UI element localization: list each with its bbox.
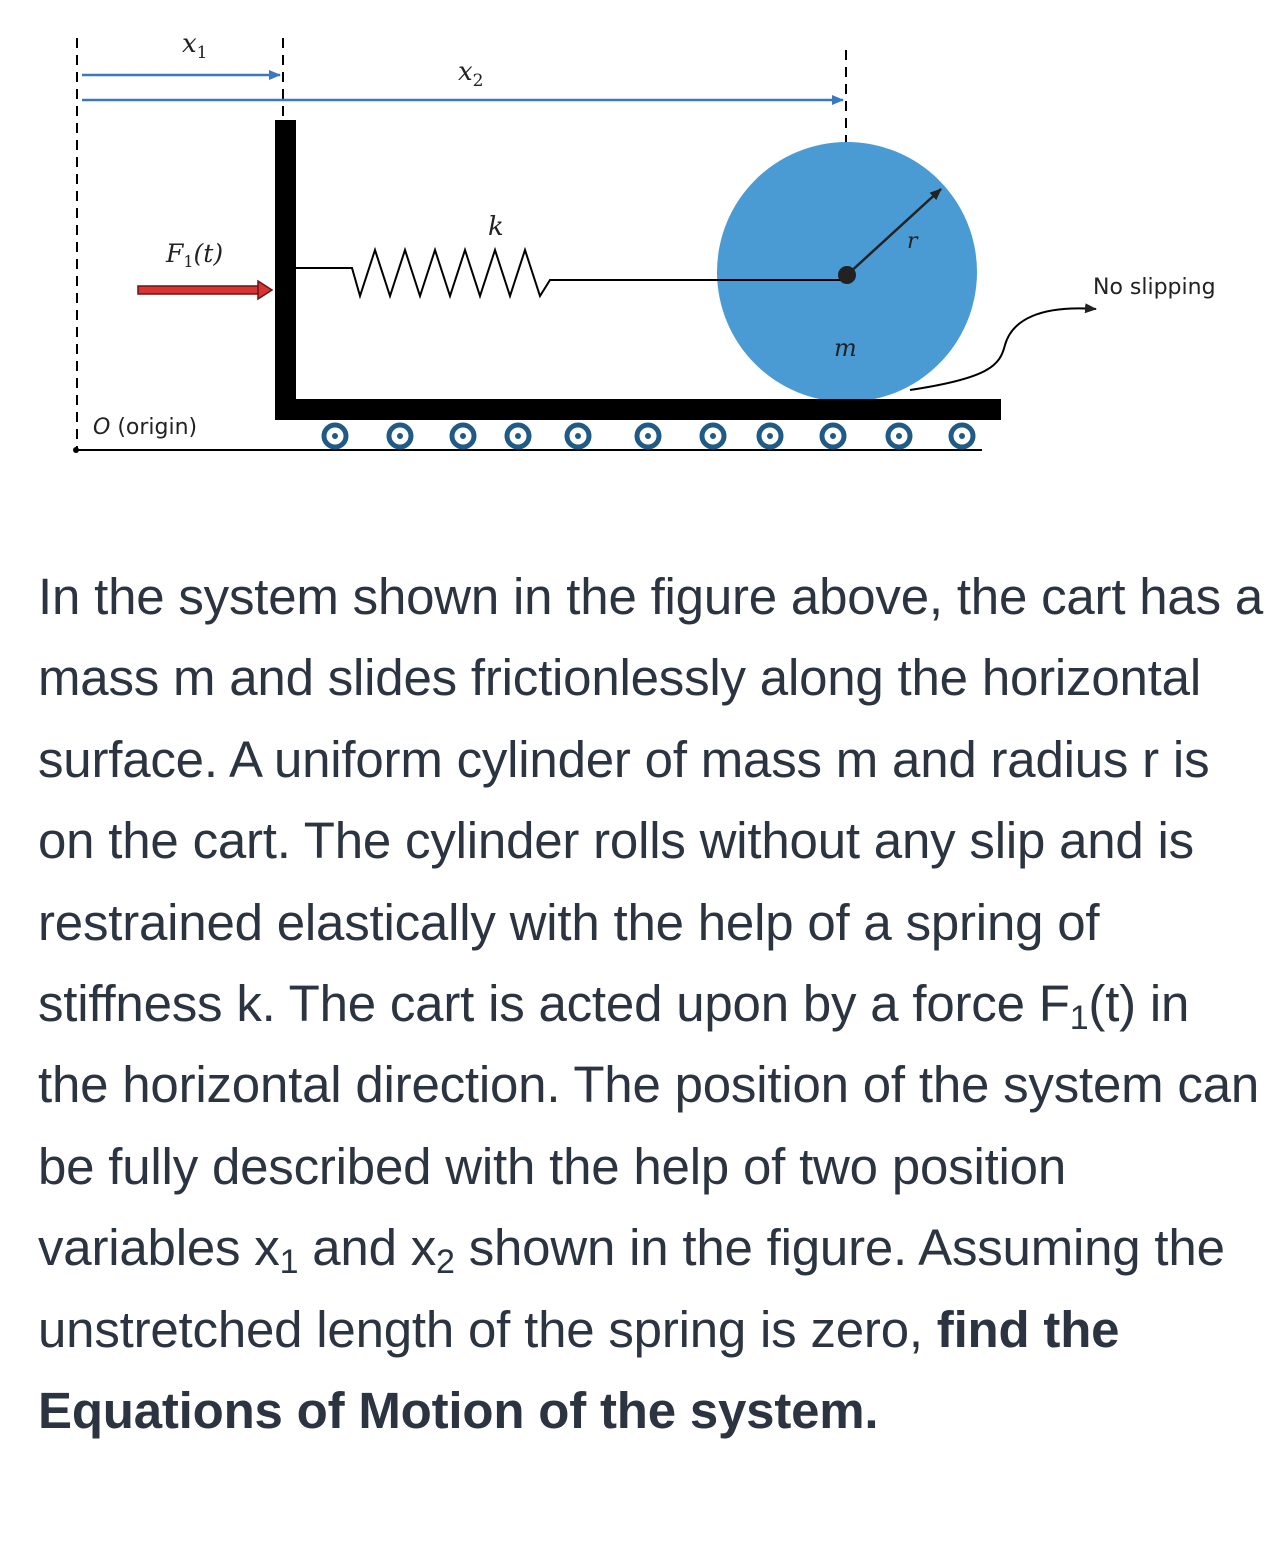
cart-rollers <box>324 425 973 447</box>
mass-label: m <box>834 334 857 362</box>
roller-hub <box>332 433 338 439</box>
problem-text-2: (t) in the horizontal direction. The position of the system can be fully described with the help of two position variables x <box>38 975 1260 1277</box>
roller-hub <box>710 433 716 439</box>
problem-text-1: In the system shown in the figure above, the cart has a mass m and slides frictionlessly along the horizontal surface. A uniform cylinder of mass m and radius r is on the cart. The cylinder rolls without any slip and is restrained elastically with the help of a spring of stiffness k. The cart is acted upon by a force F <box>38 568 1264 1033</box>
force-arrow-shaft <box>138 286 260 294</box>
no-slip-label: No slipping <box>1093 275 1216 300</box>
roller-hub <box>830 433 836 439</box>
roller-hub <box>575 433 581 439</box>
roller-hub <box>896 433 902 439</box>
problem-task: find the Equations of Motion of the system. <box>38 1300 1120 1440</box>
roller-hub <box>460 433 466 439</box>
problem-force-subscript: 1 <box>1069 999 1089 1038</box>
roller-hub <box>767 433 773 439</box>
roller-hub <box>959 433 965 439</box>
problem-x1-subscript: 1 <box>279 1243 299 1282</box>
force-label: $F_1(t)$ <box>166 239 224 271</box>
roller-hub <box>645 433 651 439</box>
radius-label: r <box>907 229 918 254</box>
problem-text-3: and x <box>298 1219 437 1277</box>
origin-label: O (origin) <box>93 415 198 440</box>
dynamics-diagram <box>0 0 1284 520</box>
cart-base <box>275 399 1001 420</box>
cart-wall <box>275 120 296 420</box>
x2-label: $x_2$ <box>458 57 484 91</box>
problem-text-4: shown in the figure. Assuming the unstretched length of the spring is zero, <box>38 1219 1225 1358</box>
roller-hub <box>515 433 521 439</box>
spring-stiffness-label: k <box>488 212 504 242</box>
problem-statement <box>38 556 1268 1451</box>
problem-x2-subscript: 2 <box>436 1243 455 1282</box>
cylinder-center <box>838 266 856 284</box>
roller-hub <box>397 433 403 439</box>
force-arrow-head <box>258 281 272 299</box>
x1-label: $x_1$ <box>182 29 208 63</box>
